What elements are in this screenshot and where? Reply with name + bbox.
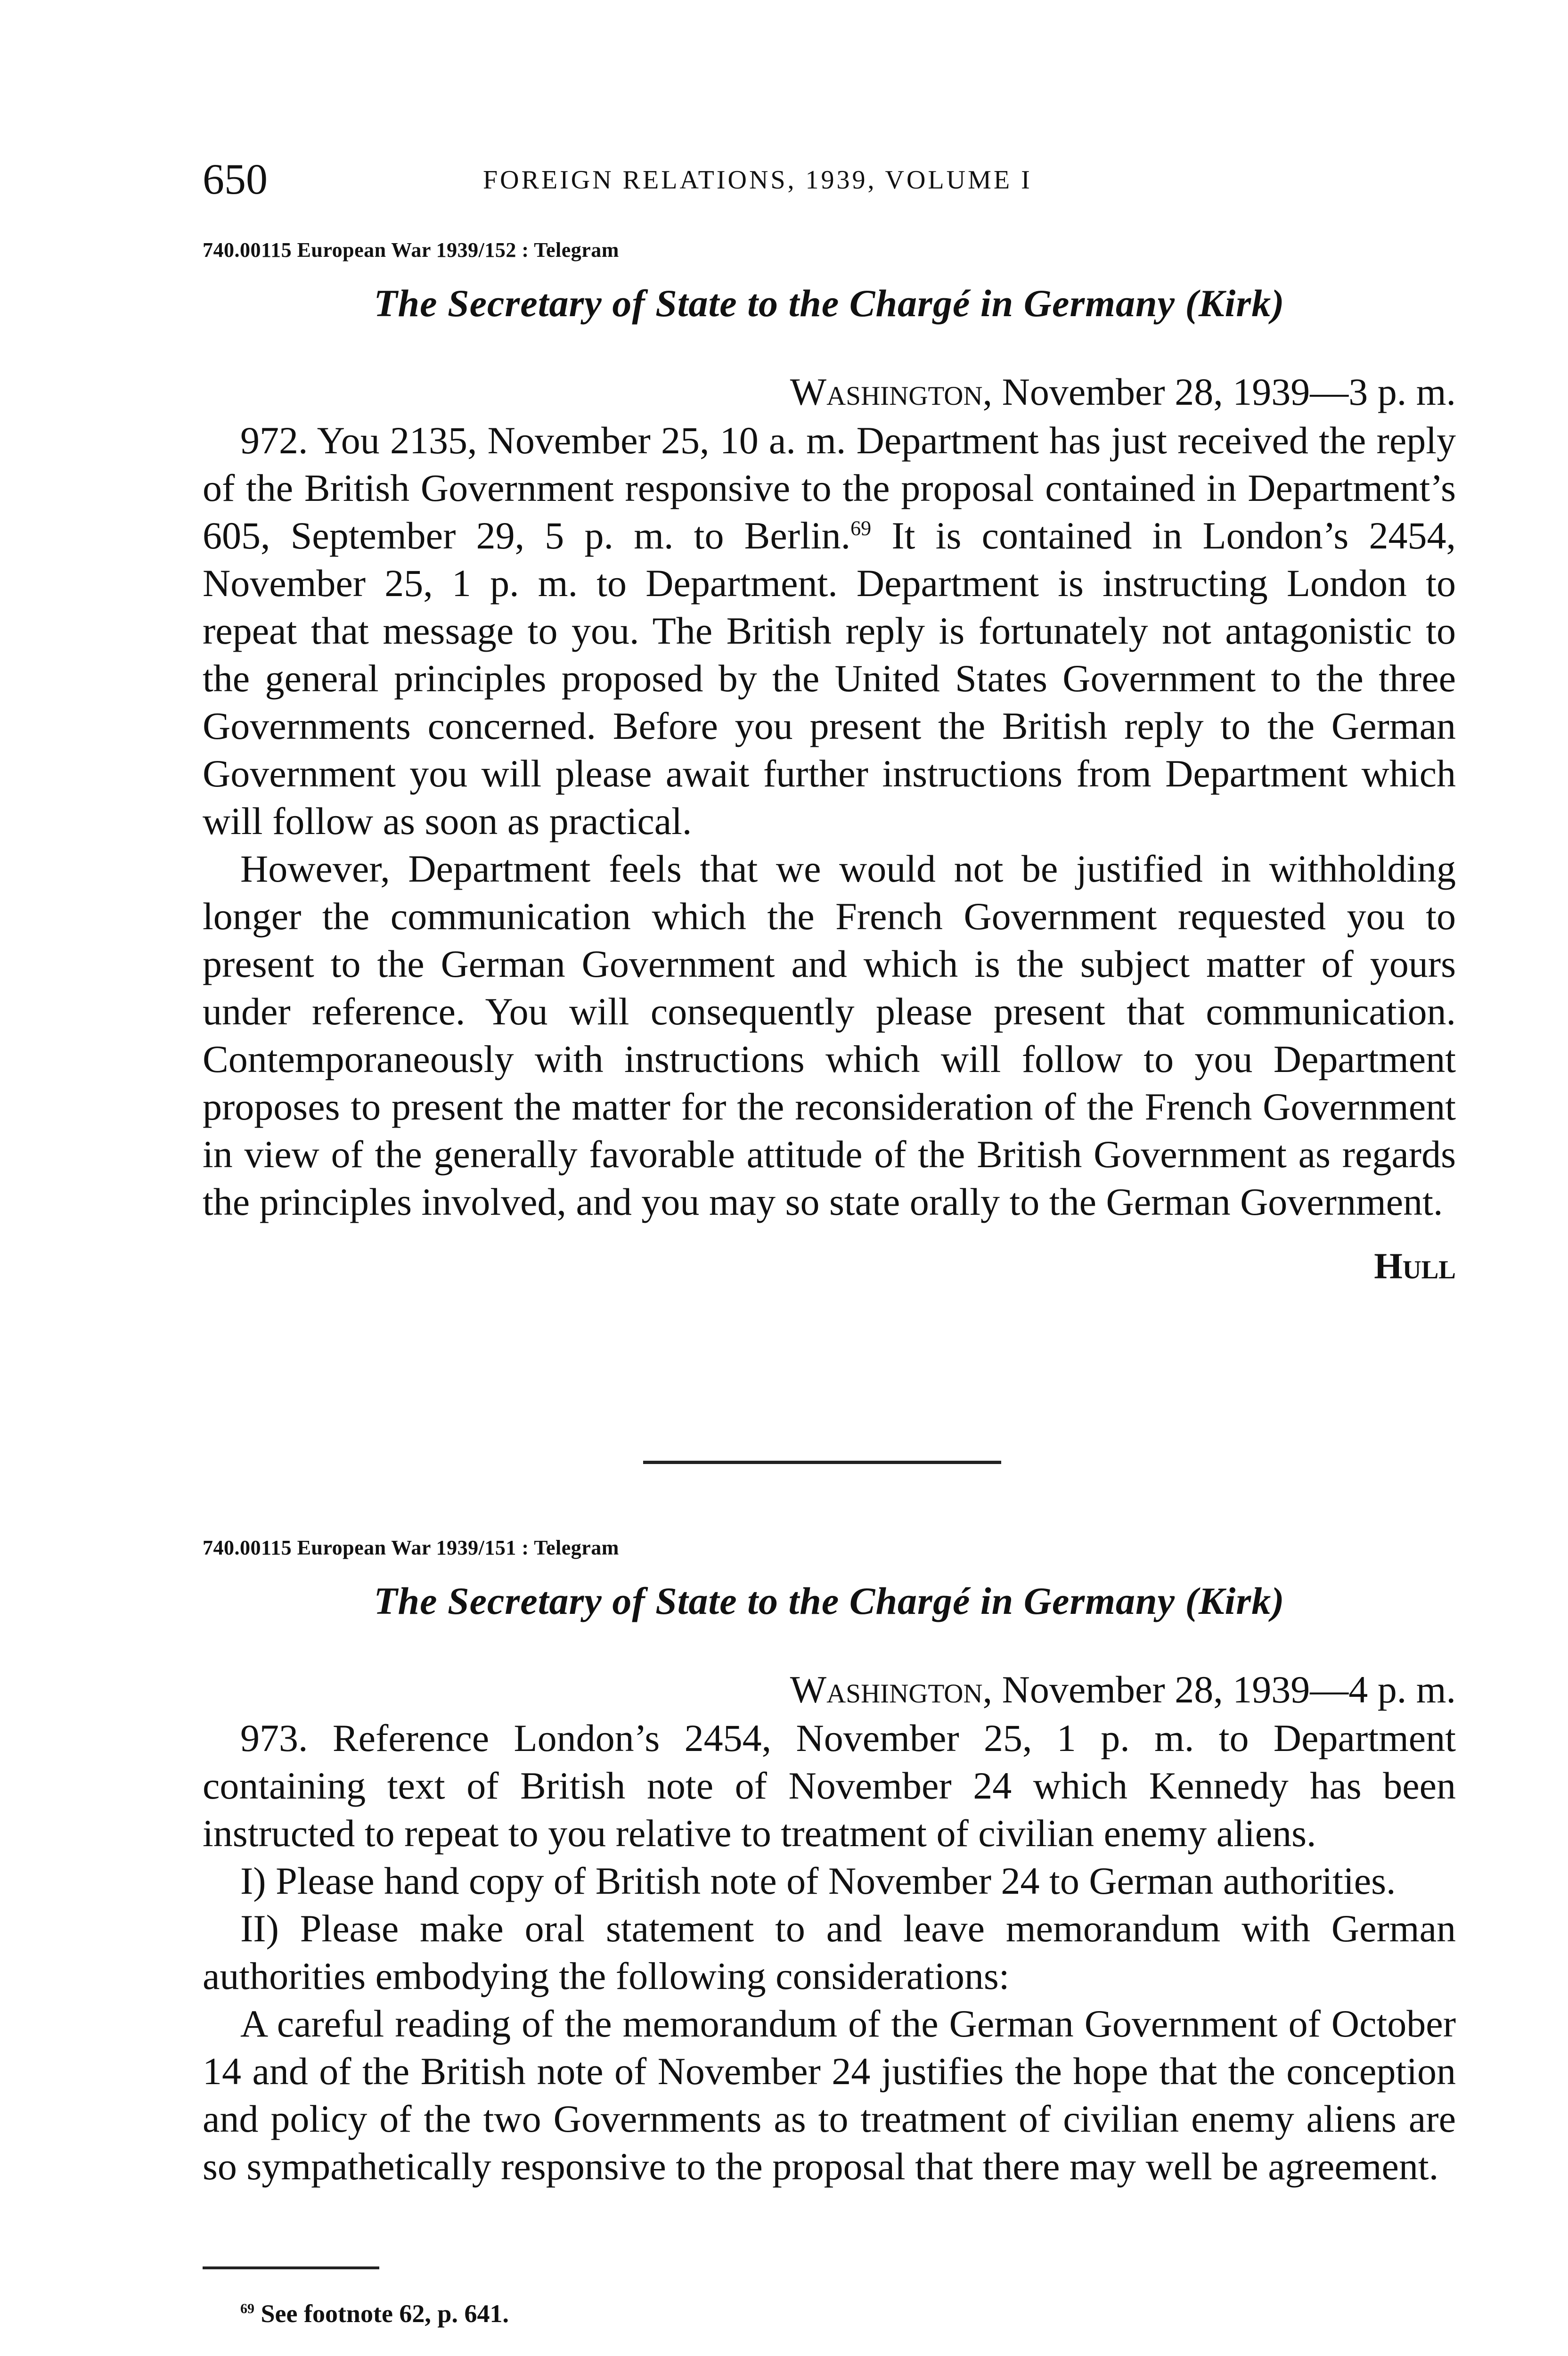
paragraph-continuation: It is contained in London’s 2454, November 25, 1 p. m. to Department. Department is instructing London to repeat that message to you. The British reply is fortunately not antagonistic to the general principles proposed by the United States Government to the three Governments concerned. Before you present the British reply to the German Government you will please await further instructions from Department which will follow as soon as practical. [203,514,1456,843]
telegram-paragraph: A careful reading of the memorandum of the German Government of October 14 and of the British note of November 24 justifies the hope that the conception and policy of the two Governments as to treatment of civilian enemy aliens are so sympathetically responsive to the proposal that there may well be agreement. [203,2002,1456,2188]
footnote-marker: 69 [850,516,872,540]
section-divider [643,1461,1001,1464]
telegram-paragraph [203,417,1456,845]
telegram-paragraph: I) Please hand copy of British note of November 24 to German authorities. [240,1859,1396,1902]
dateline [203,1665,1456,1714]
file-reference: 740.00115 European War 1939/151 : Telegram [203,1536,619,1559]
signature: Hull [1374,1245,1456,1286]
paragraph-text: 972. You 2135, November 25, 10 a. m. Department has just received the reply of the British Government responsive to the proposal contained in Department’s 605, September 29, 5 p. m. to Berlin. [203,419,1456,557]
dateline-date: , November 28, 1939—3 p. m. [982,370,1456,413]
file-reference: 740.00115 European War 1939/152 : Telegram [203,238,619,262]
dateline-date: , November 28, 1939—4 p. m. [982,1668,1456,1711]
telegram-973 [203,1533,1456,2190]
telegram-paragraph: However, Department feels that we would not be justified in withholding longer the communication which the French Government requested you to present to the German Government and which is the subject matter of yours under reference. You will consequently please present that communication. Contemporaneously with instructions which will follow to you Department proposes to present the matter for the reconsideration of the French Government in view of the generally favorable attitude of the British Government as regards the principles involved, and you may so state orally to the German Government. [203,847,1456,1223]
telegram-paragraph: II) Please make oral statement to and leave memorandum with German authorities embodying the following considerations: [203,1907,1456,1997]
footnote-number: 69 [240,2301,254,2316]
document-title: The Secretary of State to the Chargé in Germany (Kirk) [374,282,1285,325]
footnote-text: See footnote 62, p. 641. [261,2299,509,2328]
footnote-rule [203,2266,379,2269]
document-title: The Secretary of State to the Chargé in Germany (Kirk) [374,1579,1285,1622]
footnote [240,2297,509,2331]
running-head: FOREIGN RELATIONS, 1939, VOLUME I [483,165,1032,195]
page-header [203,155,1456,207]
telegram-paragraph: 973. Reference London’s 2454, November 25, 1 p. m. to Department containing text of British note of November 24 which Kennedy has been instructed to repeat to you relative to treatment of civilian enemy aliens. [203,1717,1456,1855]
telegram-972 [203,236,1456,1291]
dateline-place: Washington [790,1668,983,1711]
dateline-place: Washington [790,370,983,413]
dateline [203,368,1456,417]
page-number: 650 [203,155,268,203]
